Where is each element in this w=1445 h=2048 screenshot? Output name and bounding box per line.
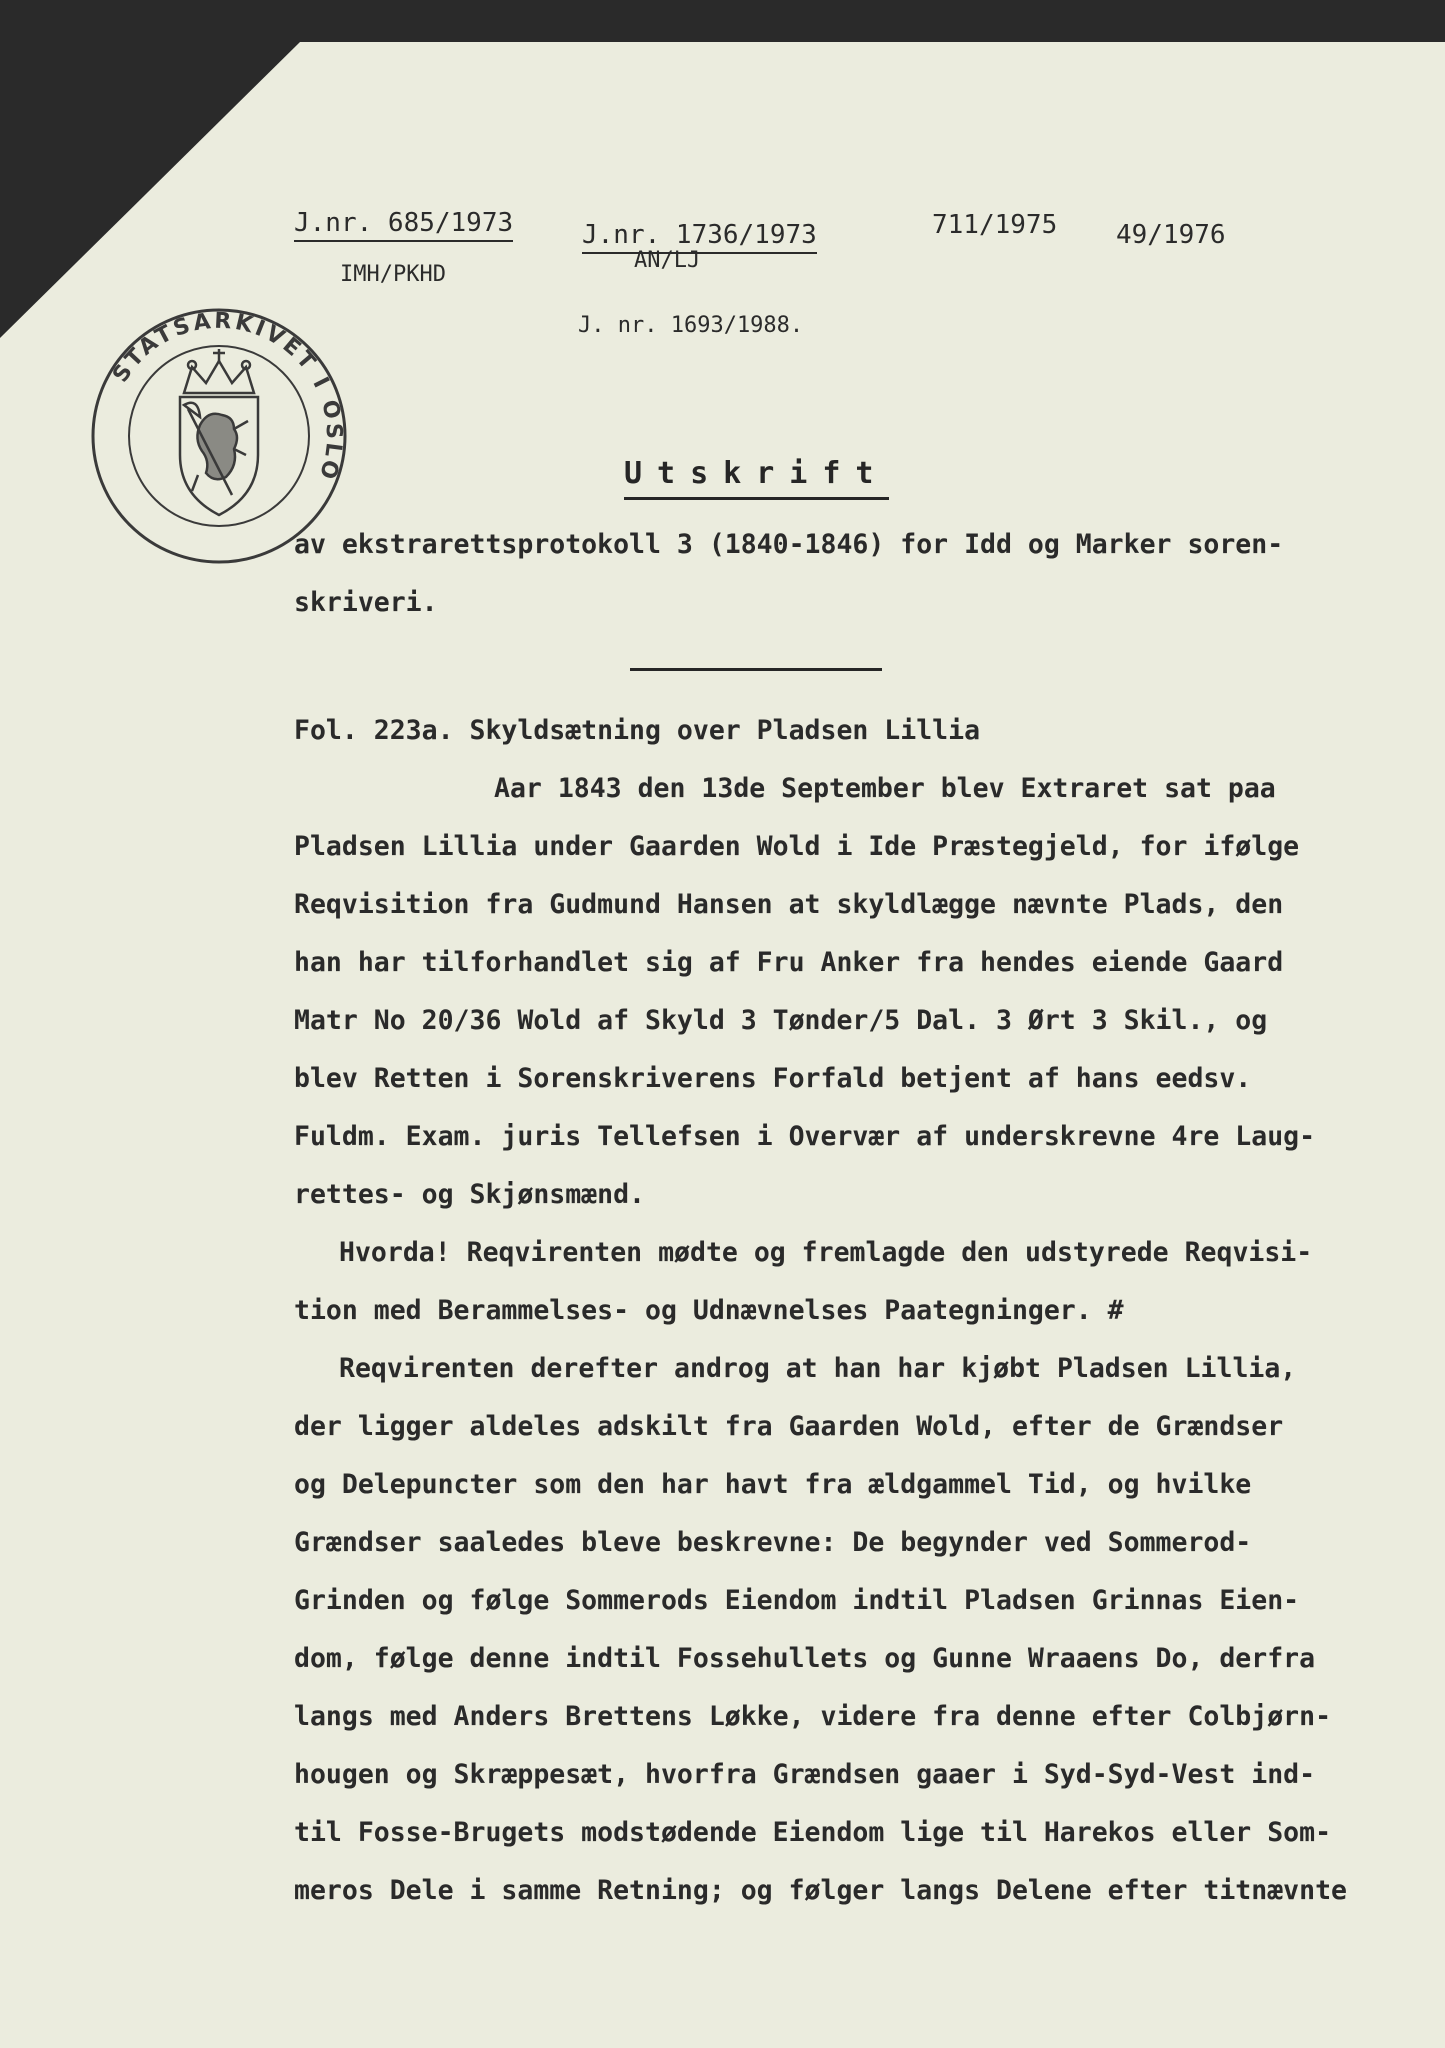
body-line: hougen og Skræppesæt, hvorfra Grændsen gaaer i Syd-Syd-Vest ind- xyxy=(294,1759,1316,1790)
body-line: Aar 1843 den 13de September blev Extraret sat paa xyxy=(494,773,1276,804)
transcription-body xyxy=(294,702,1429,1920)
body-line: rettes- og Skjønsmænd. xyxy=(294,1179,645,1210)
body-line: der ligger aldeles adskilt fra Gaarden Wold, efter de Grændser xyxy=(294,1411,1284,1442)
initials-1: IMH/PKHD xyxy=(340,262,446,287)
seal-text: STATSARKIVET I OSLO xyxy=(108,308,347,485)
body-line: Grændser saaledes bleve beskrevne: De begynder ved Sommerod- xyxy=(294,1527,1252,1558)
intro-paragraph xyxy=(294,516,1429,632)
body-line: og Delepuncter som den har havt fra ældgammel Tid, og hvilke xyxy=(294,1469,1252,1500)
body-line: tion med Berammelses- og Udnævnelses Paategninger. # xyxy=(294,1295,1124,1326)
body-line: blev Retten i Sorenskriverens Forfald betjent af hans eedsv. xyxy=(294,1063,1252,1094)
journal-number-2: J.nr. 1736/1973 xyxy=(582,220,817,254)
norwegian-coat-of-arms-icon xyxy=(180,349,258,515)
body-line: han har tilforhandlet sig af Fru Anker fra hendes eiende Gaard xyxy=(294,947,1284,978)
reference-number-4: 49/1976 xyxy=(1116,220,1226,250)
body-line: Fuldm. Exam. juris Tellefsen i Overvær af underskrevne 4re Laug- xyxy=(294,1121,1316,1152)
body-line: Hvorda! Reqvirenten mødte og fremlagde den udstyrede Reqvisi- xyxy=(339,1237,1313,1268)
document-title: Utskrift xyxy=(624,456,889,500)
intro-line: av ekstrarettsprotokoll 3 (1840-1846) for Idd og Marker soren- xyxy=(294,529,1284,560)
body-line: til Fosse-Brugets modstødende Eiendom lige til Harekos eller Som- xyxy=(294,1817,1332,1848)
body-line: Matr No 20/36 Wold af Skyld 3 Tønder/5 Dal. 3 Ørt 3 Skil., og xyxy=(294,1005,1268,1036)
body-line: meros Dele i samme Retning; og følger langs Delene efter titnævnte xyxy=(294,1875,1347,1906)
body-line: dom, følge denne indtil Fossehullets og Gunne Wraaens Do, derfra xyxy=(294,1643,1316,1674)
body-line: Reqvisition fra Gudmund Hansen at skyldlægge nævnte Plads, den xyxy=(294,889,1284,920)
journal-number-1: J.nr. 685/1973 xyxy=(294,208,513,242)
body-line: langs med Anders Brettens Løkke, videre fra denne efter Colbjørn- xyxy=(294,1701,1332,1732)
reference-number-3: 711/1975 xyxy=(932,210,1058,240)
initials-2: AN/LJ xyxy=(634,248,701,273)
body-line: Reqvirenten derefter androg at han har kjøbt Pladsen Lillia, xyxy=(339,1353,1297,1384)
folio-heading: Fol. 223a. Skyldsætning over Pladsen Lillia xyxy=(294,715,981,746)
intro-line: skriveri. xyxy=(294,587,438,618)
body-line: Grinden og følge Sommerods Eiendom indtil Pladsen Grinnas Eien- xyxy=(294,1585,1300,1616)
separator-rule xyxy=(630,668,882,671)
journal-number-5: J. nr. 1693/1988. xyxy=(578,313,804,338)
body-line: Pladsen Lillia under Gaarden Wold i Ide Præstegjeld, for ifølge xyxy=(294,831,1300,862)
